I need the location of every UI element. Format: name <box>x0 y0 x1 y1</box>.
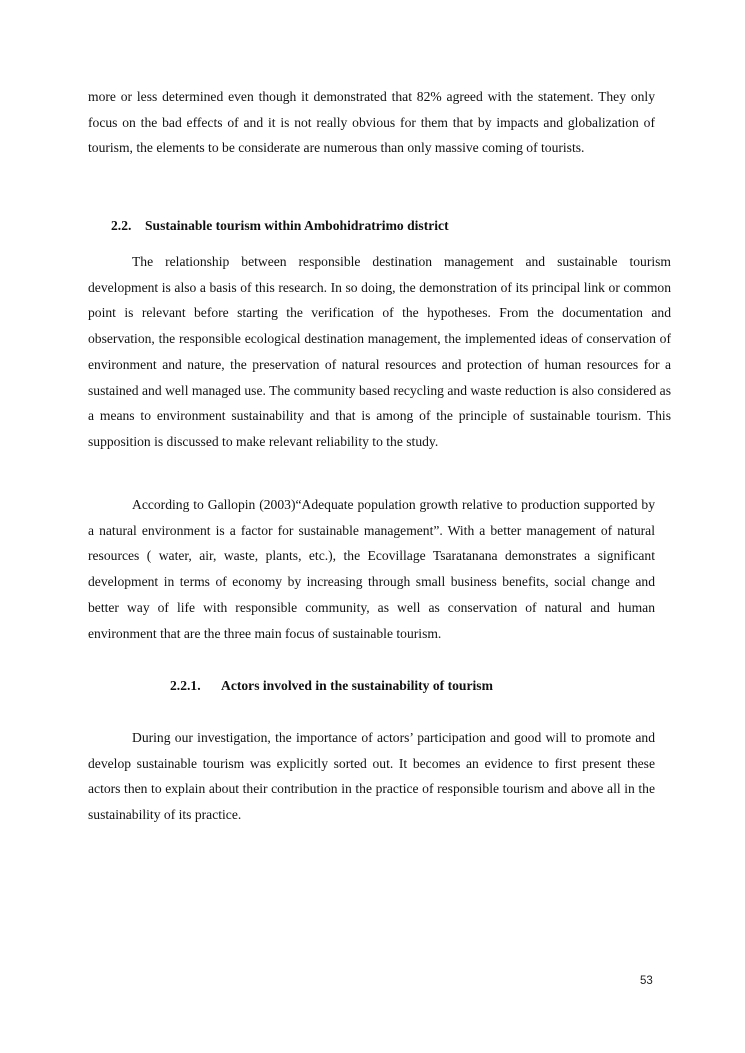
paragraph-continuation: more or less determined even though it demonstrated that 82% agreed with the statement. They only focus on the bad effects of and it is not really obvious for them that by impacts and globalization of tourism, the elements to be considerate are numerous than only massive coming of tourists. <box>88 89 655 156</box>
section-heading <box>111 216 449 236</box>
section-number: 2.2. <box>111 218 132 233</box>
subsection-number: 2.2.1. <box>170 678 201 693</box>
paragraph-gallopin: According to Gallopin (2003)“Adequate population growth relative to production supported by a natural environment is a factor for sustainable management”. With a better management of natural resources ( water, air, waste, plants, etc.), the Ecovillage Tsaratanana demonstrates a significant development in terms of economy by increasing through small business benefits, social change and better way of life with responsible community, as well as conservation of natural and human environment that are the three main focus of sustainable tourism. <box>88 497 655 641</box>
paragraph-investigation: During our investigation, the importance of actors’ participation and good will to promote and develop sustainable tourism was explicitly sorted out. It becomes an evidence to first present these actors then to explain about their contribution in the practice of responsible tourism and above all in the sustainability of its practice. <box>88 730 655 823</box>
subsection-title: Actors involved in the sustainability of tourism <box>221 678 493 693</box>
section-title: Sustainable tourism within Ambohidratrimo district <box>145 218 449 233</box>
paragraph-relationship: The relationship between responsible destination management and sustainable tourism development is also a basis of this research. In so doing, the demonstration of its principal link or common point is relevant before starting the verification of the hypotheses. From the documentation and observation, the responsible ecological destination management, the implemented ideas of conservation of environment and nature, the preservation of natural resources and protection of human resources for a sustained and well managed use. The community based recycling and waste reduction is also considered as a means to environment sustainability and that is among of the principle of sustainable tourism. This supposition is discussed to make relevant reliability to the study. <box>88 254 671 449</box>
page-number: 53 <box>640 975 653 987</box>
subsection-heading <box>170 676 493 696</box>
